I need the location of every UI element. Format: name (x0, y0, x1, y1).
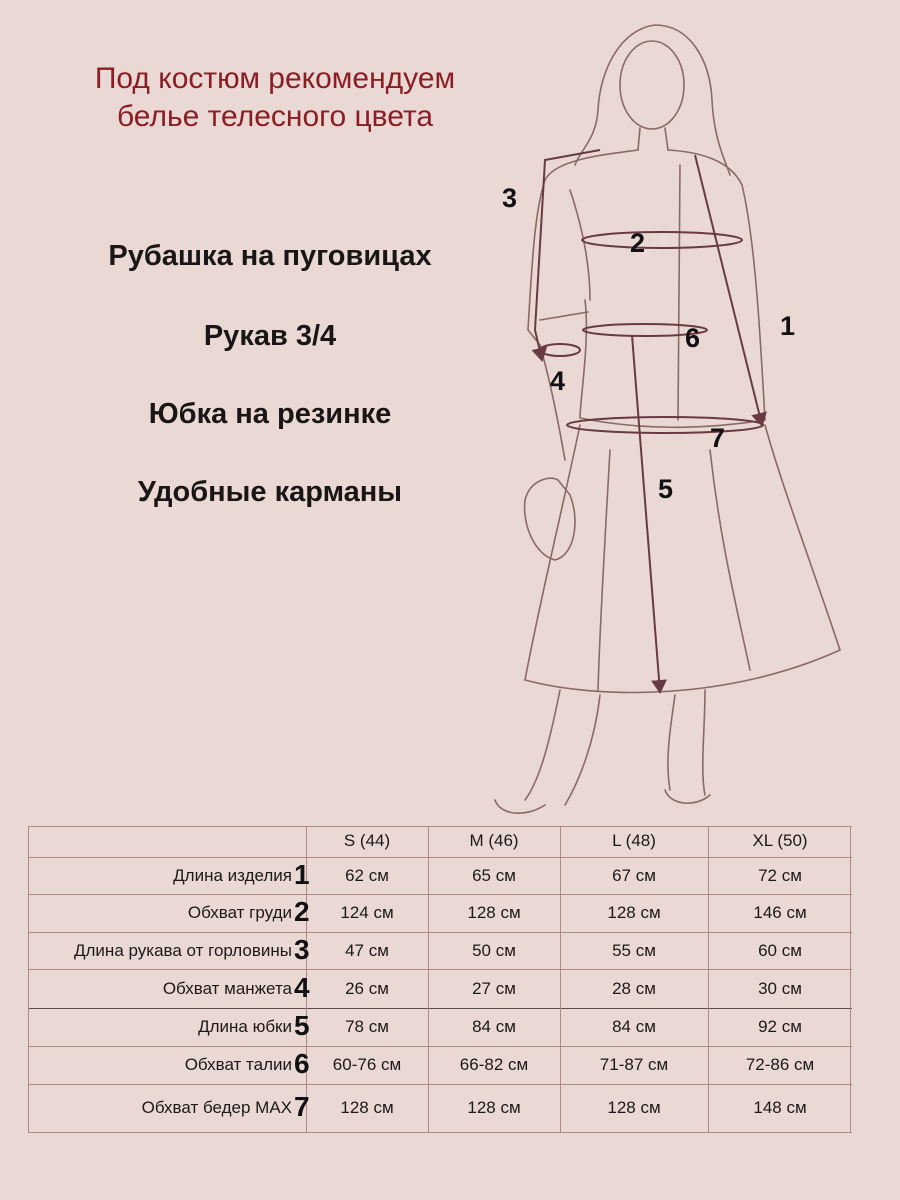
notice-line-2: белье телесного цвета (116, 100, 434, 133)
arrow-garment-length (695, 155, 762, 425)
size-table (28, 826, 852, 1132)
size-value: 55 см (612, 940, 656, 960)
size-header: M (46) (469, 831, 519, 850)
measurement-number: 3 (294, 933, 310, 965)
size-value: 27 см (472, 978, 516, 998)
measurement-number: 7 (294, 1091, 310, 1122)
size-value: 71-87 см (599, 1055, 669, 1074)
arrow-cuff-girth (540, 344, 580, 356)
size-value: 72 см (758, 865, 802, 885)
table-row-divider (28, 857, 852, 858)
size-value: 128 см (467, 1098, 521, 1117)
size-header: XL (50) (752, 831, 808, 850)
size-value: 60-76 см (332, 1055, 402, 1074)
size-value: 148 см (753, 1098, 807, 1117)
figure-label-4: 4 (550, 366, 566, 396)
table-row-divider (28, 894, 852, 895)
figure-label-1: 1 (780, 311, 796, 341)
feature-shirt-buttons: Рубашка на пуговицах (108, 240, 432, 272)
table-row-divider (28, 969, 852, 970)
measurement-label: Длина изделия (173, 865, 292, 885)
size-value: 30 см (758, 978, 802, 998)
size-value: 62 см (345, 865, 389, 885)
feature-sleeve: Рукав 3/4 (203, 320, 337, 352)
size-value: 124 см (340, 903, 394, 922)
measurement-number: 5 (294, 1010, 310, 1041)
size-value: 128 см (467, 903, 521, 922)
arrow-chest-girth (582, 232, 742, 248)
fashion-sketch-illustration (480, 0, 900, 830)
size-value: 28 см (612, 978, 656, 998)
size-value: 128 см (607, 1098, 661, 1117)
size-value: 26 см (345, 978, 389, 998)
measurement-label: Длина рукава от горловины (74, 940, 292, 960)
table-row-divider (28, 1046, 852, 1047)
size-value: 84 см (472, 1017, 516, 1036)
size-value: 128 см (607, 903, 661, 922)
size-value: 146 см (753, 903, 807, 922)
measurement-label: Обхват манжета (162, 978, 292, 998)
size-header: S (44) (343, 831, 391, 850)
size-value: 65 см (472, 865, 516, 885)
feature-skirt-elastic: Юбка на резинке (148, 398, 392, 430)
figure-label-6: 6 (685, 323, 701, 353)
measurement-number: 2 (294, 896, 310, 927)
figure-label-7: 7 (710, 423, 726, 453)
measurement-number: 1 (294, 858, 310, 890)
size-value: 84 см (612, 1017, 656, 1036)
measurement-number: 4 (294, 971, 310, 1003)
arrow-hip-girth (567, 417, 763, 433)
measurement-label: Обхват талии (184, 1055, 292, 1074)
figure-outline (495, 25, 840, 813)
size-value: 50 см (472, 940, 516, 960)
notice-line-1: Под костюм рекомендуем (94, 62, 456, 95)
arrow-skirt-length (632, 335, 660, 692)
table-row-divider (28, 826, 852, 827)
table-row-divider (28, 1084, 852, 1085)
table-row-divider (28, 1008, 852, 1009)
size-value: 128 см (340, 1098, 394, 1117)
size-value: 78 см (345, 1017, 389, 1036)
figure-label-2: 2 (630, 228, 646, 258)
measurement-label: Обхват груди (187, 903, 292, 922)
size-value: 67 см (612, 865, 656, 885)
recommendation-notice (40, 60, 510, 136)
size-value: 47 см (345, 940, 389, 960)
size-value: 72-86 см (745, 1055, 815, 1074)
size-value: 60 см (758, 940, 802, 960)
table-row-divider (28, 1132, 852, 1133)
size-header: L (48) (612, 831, 656, 850)
figure-label-3: 3 (502, 183, 518, 213)
figure-label-5: 5 (658, 474, 674, 504)
table-row-divider (28, 932, 852, 933)
measurement-number: 6 (294, 1048, 310, 1079)
measurement-arrows (535, 150, 763, 692)
measurement-label: Длина юбки (198, 1017, 292, 1036)
fashion-sketch (480, 0, 900, 830)
measurement-label: Обхват бедер MAX (141, 1098, 292, 1117)
size-value: 92 см (758, 1017, 802, 1036)
size-value: 66-82 см (459, 1055, 529, 1074)
feature-pockets: Удобные карманы (137, 476, 403, 508)
